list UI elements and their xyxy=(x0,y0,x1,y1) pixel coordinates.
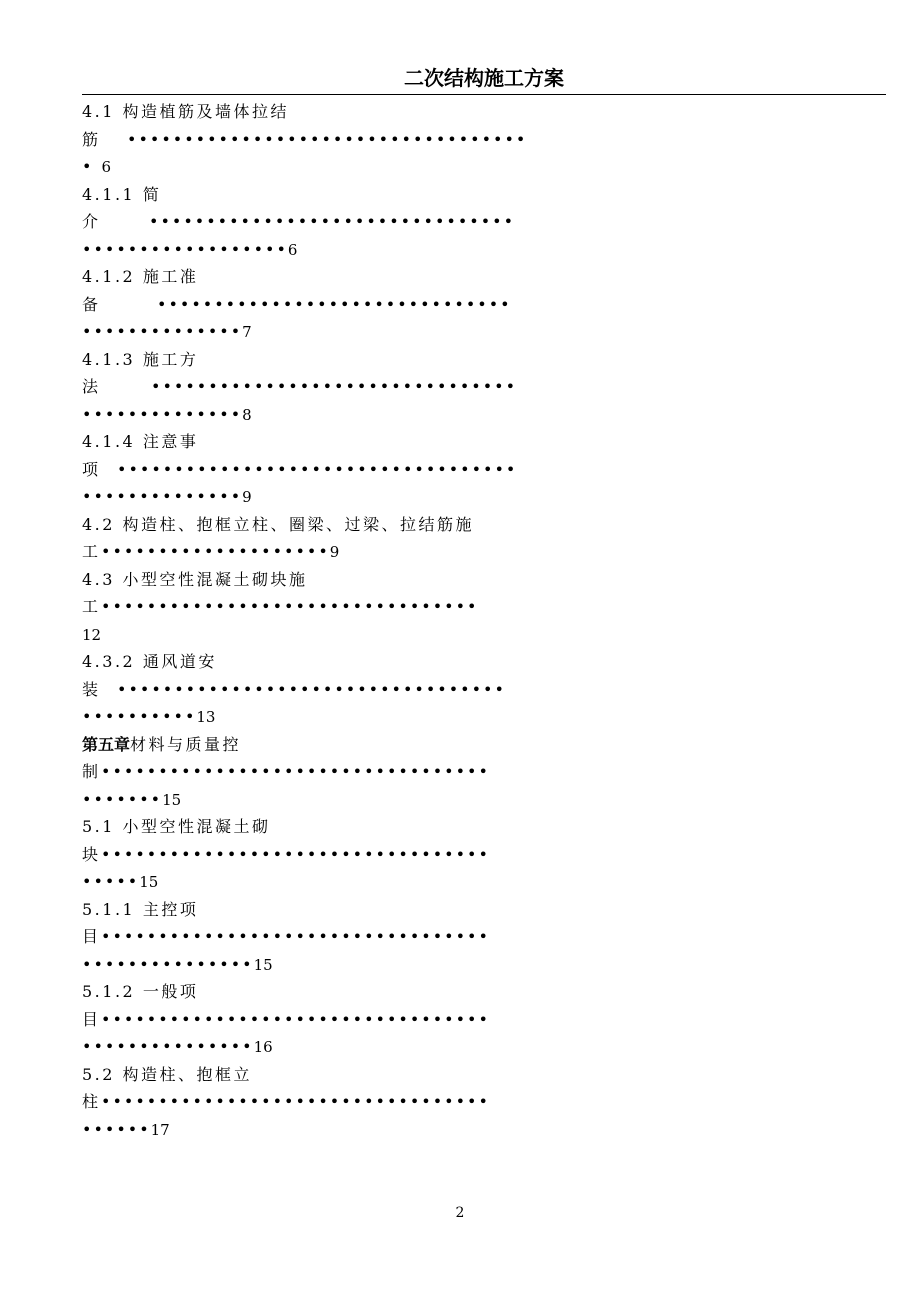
toc-page-number: 16 xyxy=(253,1038,273,1056)
toc-page-number: 17 xyxy=(150,1120,170,1139)
toc-leader-dots: •••••••••••••• xyxy=(82,487,243,506)
toc-page-number: 15 xyxy=(253,955,273,974)
toc-entry-title-end: 装 xyxy=(82,679,102,699)
toc-leader-dots: •••••• xyxy=(82,1119,151,1139)
toc-entry-title-end: 目 xyxy=(82,1009,102,1029)
table-of-contents xyxy=(82,98,892,1143)
toc-entry[interactable] xyxy=(82,98,892,181)
toc-entry[interactable] xyxy=(82,346,892,429)
toc-entry[interactable] xyxy=(82,978,892,1061)
toc-entry-number: 5.1.2 xyxy=(82,982,136,1001)
toc-entry-number: 4.2 xyxy=(82,514,115,534)
toc-entry-number: 第五章 xyxy=(82,734,131,754)
toc-leader-dots: •••••••••••••••••••••••••••••••••• xyxy=(117,679,506,699)
toc-leader-dots: ••••••••••••••••••••••••••••••••••• xyxy=(127,129,528,149)
toc-leader-dots: •••••••••••••••••••••••••••••••••• xyxy=(101,1092,490,1111)
toc-entry-number: 4.1.4 xyxy=(82,432,136,451)
toc-entry-title: 小型空性混凝土砌 xyxy=(122,817,271,836)
toc-leader-dots: ••••••• xyxy=(82,789,163,809)
toc-leader-dots: •••••••••• xyxy=(82,707,197,726)
toc-leader-dots: •••••••••••••••••••••••••••••••••• xyxy=(101,844,490,864)
toc-entry-title-end: 工 xyxy=(82,597,102,616)
toc-entry-title-end: 筋 xyxy=(82,129,102,149)
toc-entry-number: 4.1.1 xyxy=(82,184,136,204)
toc-leader-dots: •••••••••••••••••••••••••••••••• xyxy=(151,377,518,396)
toc-leader-dots: •••••••••••••••••••••••••••••••••• xyxy=(101,762,490,781)
toc-entry-title: 注意事 xyxy=(142,432,199,451)
toc-entry-title: 构造植筋及墙体拉结 xyxy=(122,102,290,121)
toc-entry-number: 4.1.2 xyxy=(82,267,136,286)
toc-entry-title: 施工方 xyxy=(142,349,199,369)
toc-entry-title-end: 柱 xyxy=(82,1092,102,1111)
toc-leader-dots: •••••••••••••••••••••••••••••••••• xyxy=(101,927,490,946)
toc-leader-dots: ••••••••••••••••••••••••••••••••••• xyxy=(117,459,518,479)
toc-entry-title: 简 xyxy=(142,184,162,204)
toc-entry-title: 施工准 xyxy=(142,267,199,286)
toc-entry-title: 材料与质量控 xyxy=(130,734,242,754)
toc-page-number: 7 xyxy=(242,323,252,341)
toc-entry-title-end: 备 xyxy=(82,294,102,314)
toc-entry[interactable] xyxy=(82,263,892,346)
toc-entry[interactable] xyxy=(82,896,892,979)
toc-entry-title-end: 法 xyxy=(82,377,102,396)
toc-entry-number: 4.1.3 xyxy=(82,349,136,369)
toc-entry-number: 5.1.1 xyxy=(82,899,136,919)
toc-entry[interactable] xyxy=(82,648,892,731)
toc-leader-dots: • xyxy=(82,157,94,176)
toc-entry-number: 4.3 xyxy=(82,569,115,589)
toc-entry-title-end: 项 xyxy=(82,459,102,479)
toc-leader-dots: ••••••••••••••• xyxy=(82,1037,254,1056)
toc-entry-title: 构造柱、抱框立柱、圈梁、过梁、拉结筋施 xyxy=(122,514,475,534)
toc-entry-title: 主控项 xyxy=(142,899,199,919)
toc-page-number: 9 xyxy=(329,543,340,561)
toc-entry-title-end: 目 xyxy=(82,927,102,946)
toc-entry-title: 通风道安 xyxy=(142,652,217,671)
toc-page-number: 15 xyxy=(139,873,159,891)
toc-entry-title-end: 工 xyxy=(82,542,102,561)
toc-leader-dots: •••••••••••••••••••••••••••••••• xyxy=(149,212,516,231)
toc-entry-title: 一般项 xyxy=(142,982,199,1001)
document-title: 二次结构施工方案 xyxy=(404,66,564,90)
toc-page-number: 6 xyxy=(287,240,298,259)
toc-leader-dots: ••••••••••••••• xyxy=(82,954,254,974)
page-header xyxy=(82,62,886,95)
toc-leader-dots: •••••••••••••••••••• xyxy=(101,542,330,561)
toc-entry-title-end: 块 xyxy=(82,844,102,864)
toc-page-number: 6 xyxy=(101,158,112,176)
toc-entry[interactable] xyxy=(82,813,892,896)
toc-leader-dots: •••••••••••••••••• xyxy=(82,239,288,259)
toc-entry-number: 5.2 xyxy=(82,1064,115,1084)
toc-entry[interactable] xyxy=(82,566,892,649)
toc-entry-title: 构造柱、抱框立 xyxy=(122,1064,253,1084)
toc-entry-number: 4.1 xyxy=(82,102,115,121)
toc-entry[interactable] xyxy=(82,428,892,511)
toc-leader-dots: ••••••••••••••••••••••••••••••• xyxy=(157,294,512,314)
toc-entry[interactable] xyxy=(82,731,892,814)
toc-leader-dots: •••••••••••••• xyxy=(82,404,243,424)
toc-entry-title: 小型空性混凝土砌块施 xyxy=(122,569,308,589)
toc-entry-number: 4.3.2 xyxy=(82,652,136,671)
toc-entry[interactable] xyxy=(82,181,892,264)
toc-entry-title-end: 介 xyxy=(82,212,102,231)
toc-page-number: 15 xyxy=(162,790,182,809)
toc-leader-dots: ••••••••••••••••••••••••••••••••• xyxy=(101,597,479,616)
toc-entry-title-end: 制 xyxy=(82,762,102,781)
toc-leader-dots: •••••••••••••• xyxy=(82,322,243,341)
toc-page-number: 8 xyxy=(242,405,252,424)
toc-entry-number: 5.1 xyxy=(82,817,115,836)
toc-page-number: 12 xyxy=(82,625,102,644)
toc-leader-dots: •••••••••••••••••••••••••••••••••• xyxy=(101,1009,490,1029)
toc-leader-dots: ••••• xyxy=(82,872,140,891)
page-number: 2 xyxy=(455,1205,465,1221)
toc-page-number: 9 xyxy=(242,488,252,506)
toc-page-number: 13 xyxy=(196,708,216,726)
toc-entry[interactable] xyxy=(82,511,892,566)
toc-entry[interactable] xyxy=(82,1061,892,1144)
